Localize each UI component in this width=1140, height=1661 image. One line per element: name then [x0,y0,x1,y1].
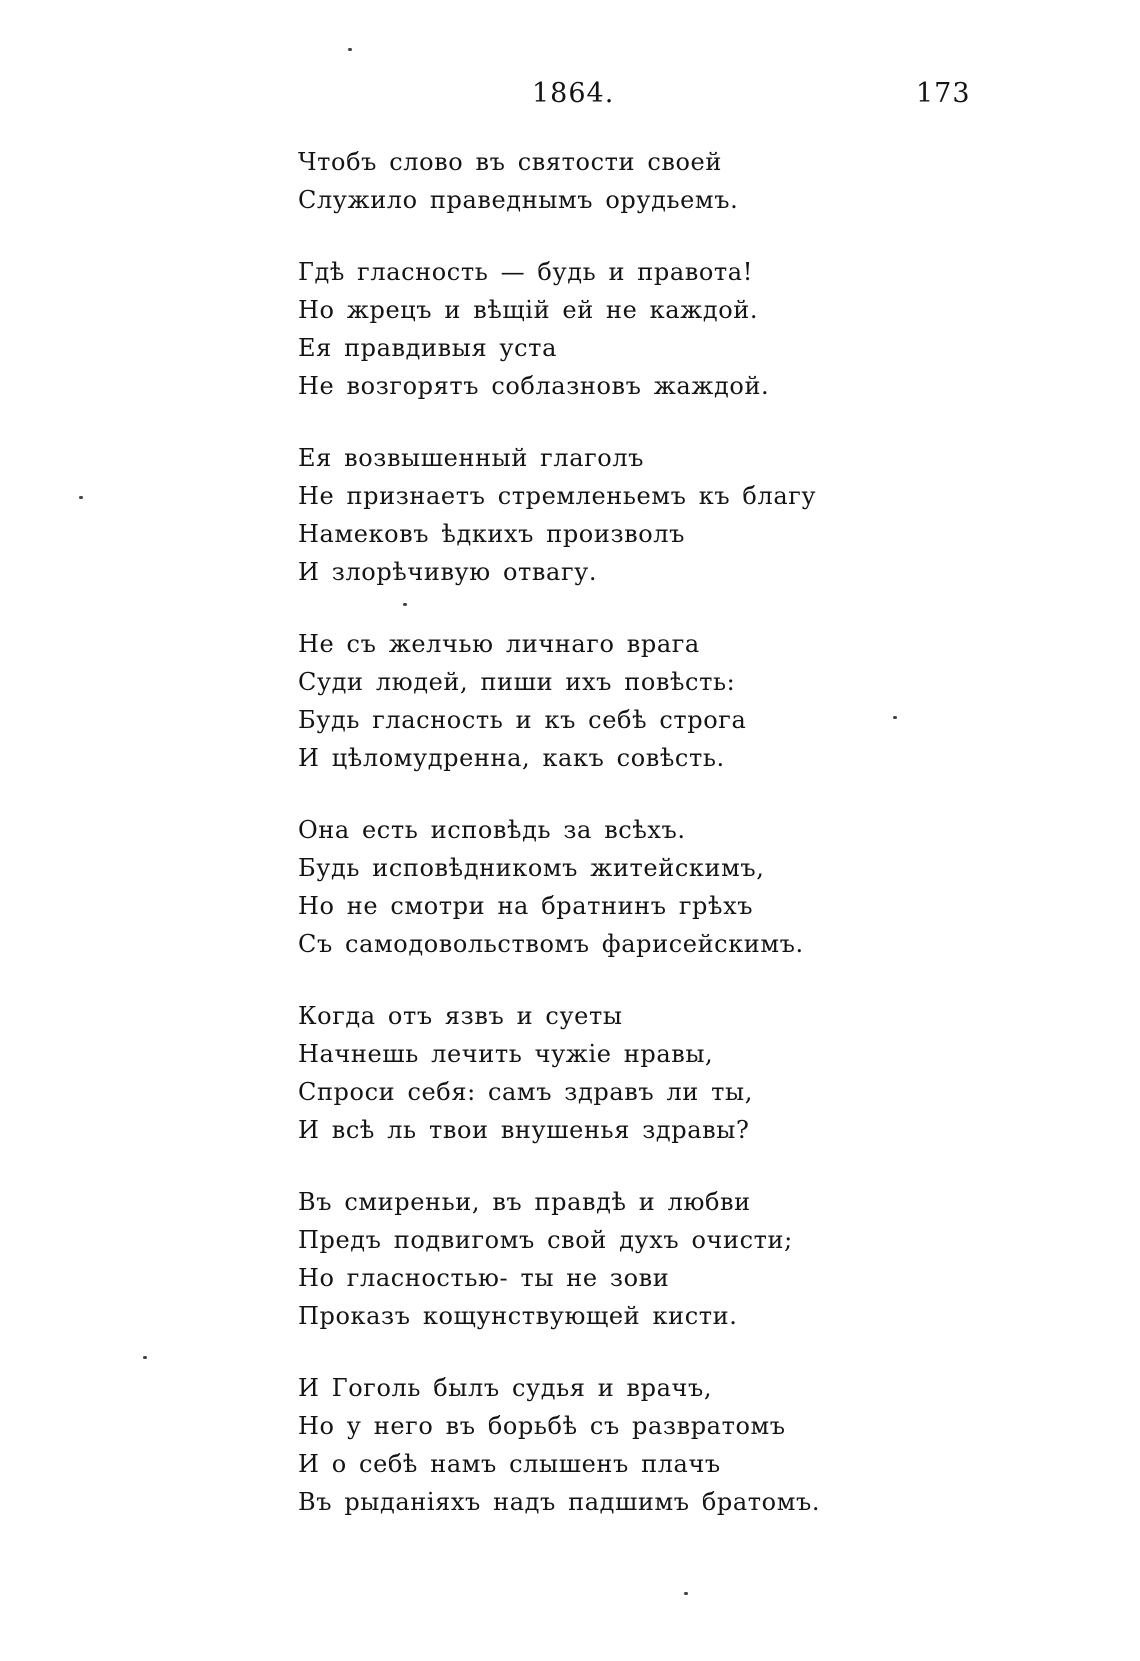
running-header-year: 1864. [532,78,615,109]
scan-speck [143,1356,147,1359]
stanza-5 [298,811,1058,963]
verse-line: И Гоголь былъ судья и врачъ, [298,1374,713,1402]
stanza-6 [298,997,1058,1149]
verse-line: Не возгорятъ соблазновъ жаждой. [298,372,770,400]
verse-line: Но гласностью- ты не зови [298,1264,670,1292]
verse-line: Въ рыданіяхъ надъ падшимъ братомъ. [298,1488,821,1516]
verse-line: Проказъ кощунствующей кисти. [298,1302,738,1330]
verse-line: Ея возвышенный глаголъ [298,444,645,472]
verse-line: Не съ желчью личнаго врага [298,630,700,658]
scan-speck [348,48,352,51]
stanza-8 [298,1369,1058,1521]
verse-line: Съ самодовольствомъ фарисейскимъ. [298,930,804,958]
verse-line: Намековъ ѣдкихъ произволъ [298,520,686,548]
verse-line: Будь гласность и къ себѣ строга [298,706,747,734]
stanza-7 [298,1183,1058,1335]
verse-line: Предъ подвигомъ свой духъ очисти; [298,1226,793,1254]
scan-speck [79,496,83,499]
verse-line: И о себѣ намъ слышенъ плачъ [298,1450,721,1478]
verse-line: Но не смотри на братнинъ грѣхъ [298,892,754,920]
verse-line: Будь исповѣдникомъ житейскимъ, [298,854,765,882]
page-number: 173 [916,78,971,109]
stanza-4 [298,625,1058,777]
verse-line: Но жрецъ и вѣщій ей не каждой. [298,296,759,324]
verse-line: Начнешь лечить чужіе нравы, [298,1040,714,1068]
verse-line: Спроси себя: самъ здравъ ли ты, [298,1078,753,1106]
verse-line: И цѣломудренна, какъ совѣсть. [298,744,725,772]
verse-line: Когда отъ язвъ и суеты [298,1002,623,1030]
stanza-2 [298,253,1058,405]
verse-line: Она есть исповѣдь за всѣхъ. [298,816,686,844]
scan-speck [893,716,897,719]
stanza-1 [298,143,1058,219]
verse-line: Гдѣ гласность — будь и правота! [298,258,753,286]
verse-line: И злорѣчивую отвагу. [298,558,598,586]
scan-speck [684,1592,688,1595]
verse-line: Но у него въ борьбѣ съ развратомъ [298,1412,786,1440]
scan-speck [403,603,407,606]
verse-line: Служило праведнымъ орудьемъ. [298,186,739,214]
verse-line: Въ смиреньи, въ правдѣ и любви [298,1188,751,1216]
poem-body [298,143,1058,1555]
verse-line: Чтобъ слово въ святости своей [298,148,722,176]
verse-line: И всѣ ль твои внушенья здравы? [298,1116,750,1144]
verse-line: Суди людей, пиши ихъ повѣсть: [298,668,736,696]
verse-line: Ея правдивыя уста [298,334,557,362]
stanza-3 [298,439,1058,591]
verse-line: Не признаетъ стремленьемъ къ благу [298,482,817,510]
